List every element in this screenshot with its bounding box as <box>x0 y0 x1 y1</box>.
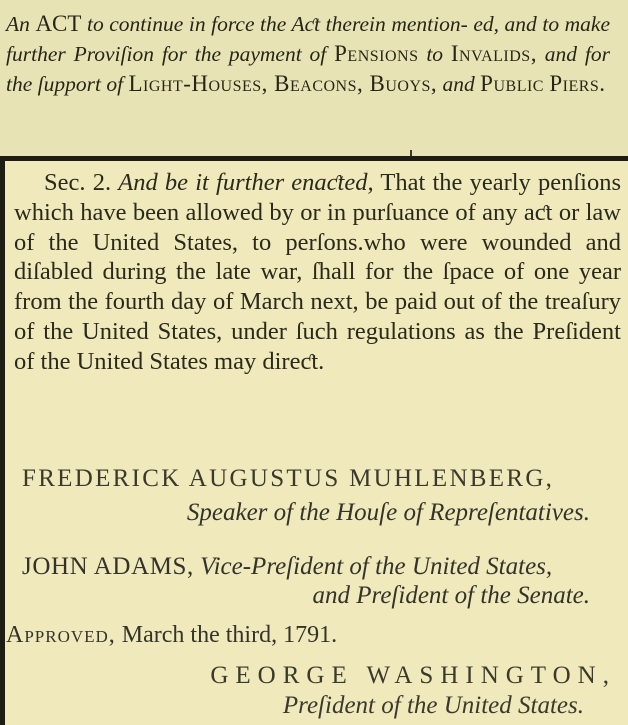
approved-label: Approved, <box>6 622 116 648</box>
title-and: and <box>437 72 481 96</box>
section-label: Sec. 2. <box>44 169 112 196</box>
title-of: of <box>309 42 335 66</box>
section-body: That the yearly penſions which have been allowed by or in purſuance of any aƈt or law of the United States, to perſons.who were wounded and diſabled during the late war, ſhall for the ſpace of one year from the fourth day of March next, be paid out of the treaſury of the United States, under ſuch regulations as the Preſident of the United States may direƈt. <box>14 169 621 375</box>
section-rule-top <box>0 156 628 161</box>
speaker-name: FREDERICK AUGUSTUS MUHLENBERG, <box>22 465 555 492</box>
president-name: GEORGE WASHINGTON, <box>210 662 616 689</box>
vice-president-name: JOHN ADAMS, <box>22 553 194 580</box>
title-piers: Piers. <box>549 71 606 96</box>
senate-president-title: and Preſident of the Senate. <box>312 582 590 609</box>
section-rule-left <box>0 156 5 725</box>
approval-line <box>6 622 337 649</box>
title-buoys: Buoys, <box>363 71 438 96</box>
vice-president-line <box>22 553 552 581</box>
title-line1: to continue in force the Aƈt therein mention- <box>81 12 468 36</box>
title-act: ACT <box>35 11 82 36</box>
title-beacons: Beacons, <box>267 71 364 96</box>
title-light-houses: Light-Houses, <box>128 71 268 96</box>
act-title <box>6 9 610 99</box>
title-an: An <box>6 12 36 36</box>
title-pensions: Pensions <box>334 41 419 66</box>
title-public: Public <box>480 71 544 96</box>
act-title-block <box>0 0 628 158</box>
title-support: and for the ſupport of <box>6 42 610 96</box>
title-invalids: Invalids, <box>450 41 537 66</box>
section-2-paragraph <box>14 168 621 377</box>
section-enacting-clause: And be it further enaƈted, <box>118 169 374 196</box>
president-title: Preſident of the United States. <box>282 692 584 719</box>
speaker-title: Speaker of the Houſe of Repreſentatives. <box>186 499 590 526</box>
title-to: to <box>418 42 451 66</box>
title-line2: ed, and to make further Proviſion for the payment <box>6 12 610 66</box>
approved-date: March the third, 1791. <box>121 622 338 648</box>
vice-president-title: Vice-Preſident of the United States, <box>200 553 553 580</box>
